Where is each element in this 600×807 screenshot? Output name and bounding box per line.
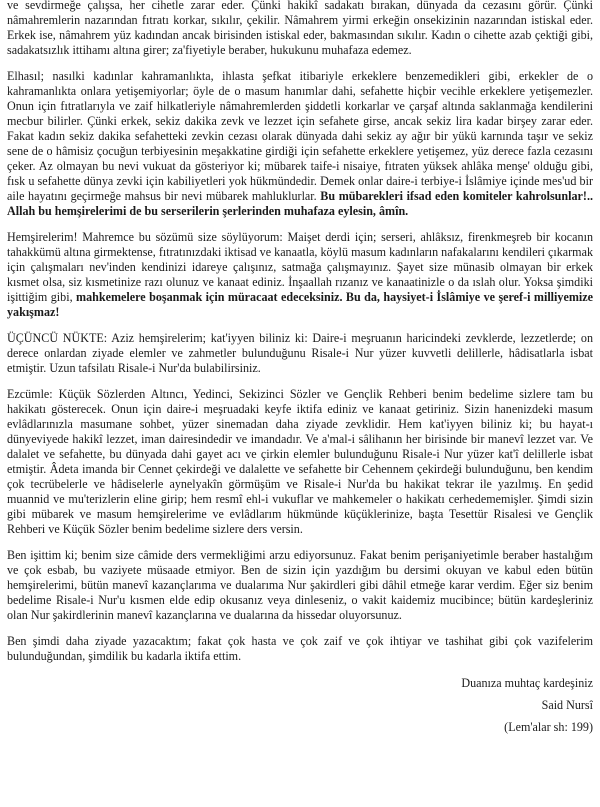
text-segment: Hemşirelerim! Mahremce bu sözümü size söylüyorum: Maişet derdi için; serseri, ahlâksız, firenkmeşreb bir kocanın tahakkümü altına girmektense, fıtratınızdaki iktisad ve kanaatla, köylü masum kadınların nafakalarını kendileri çıkarmak için çalışmaları nev'inden kendinizi idareye çalışınız, satmağa çalışmayınız. Şayet size münasib olmayan bir erkek kısmet olsa, siz kısmetinize razı olunuz ve kanaat ediniz. İnşaallah rızanız ve kanaatinizle o da ıslah olur. Yoksa şimdiki işittiğim gibi, xyxy=(7,230,593,304)
closing-line: Duanıza muhtaç kardeşiniz xyxy=(461,676,593,690)
text-segment: Elhasıl; nasılki kadınlar kahramanlıkta, ihlasta şefkat itibariyle erkeklere benzemedikleri gibi, erkekler de o kahramanlıkta onlara yetişemiyorlar; öyle de o masum hanımlar dahi, sefahette hiçbir vecihle erkeklere yetişemezler. Onun için fıtratlarıyla ve zaif hilkatleriyle nâmahremlerden şiddetli korkarlar ve çarşaf altında saklanmağa kendilerini mecbur bilirler. Çünki erkek, sekiz dakika zevk ve lezzet için sefahete girse, ancak sekiz lira kadar birşey zarar eder. Fakat kadın sekiz dakika sefahetteki zevkin cezası olarak dünyada dahi sekiz ay ağır bir yükü karnında taşır ve sekiz sene de o hâmisiz çocuğun terbiyesinin meşakkatine girdiği için sefahette erkeklere yetişemez, yüz derece fazla cezasını çeker. Az olmayan bu nevi vukuat da gösteriyor ki; mübarek taife-i nisaiye, fıtraten yüksek ahlâka menşe' olduğu gibi, fısk u sefahette dünya zevki için kabiliyetleri yok hükmündedir. Demek onlar daire-i terbiye-i İslâmiye içinde mes'ud bir aile hayatını geçirmeğe mahsus bir nevi mübarek mahluklurlar. xyxy=(7,69,593,203)
bold-text: Bu mübarekleri ifsad eden komiteler kahrolsunlar!.. Allah bu hemşirelerimi de bu serserilerin şerlerinden muhafaza eylesin, âmîn. xyxy=(7,189,593,218)
document-body xyxy=(7,0,593,664)
paragraph xyxy=(7,387,593,537)
paragraph xyxy=(7,0,593,58)
text-segment: Ben işittim ki; benim size câmide ders vermekliğimi arzu ediyorsunuz. Fakat benim perişaniyetimle beraber hastalığım ve çok esbab, bu vaziyete müsaade etmiyor. Ben de sizin için yazdığım bu dersimi okuyan ve kabul eden bütün hemşirelerimi, bütün manevî kazançlarıma ve dualarıma Nur şakirdleri gibi dâhil etmeğe karar verdim. Eğer siz benim bedelime Risale-i Nur'u kısmen elde edip okusanız veya dinleseniz, o vakit kaidemiz mucibince; bütün kardeşleriniz olan Nur şakirdlerinin manevî kazançlarına ve dualarına da hissedar oluyorsunuz. xyxy=(7,548,593,622)
text-segment: Ezcümle: Küçük Sözlerden Altıncı, Yedinci, Sekizinci Sözler ve Gençlik Rehberi benim bedelime sizlere tam bu hakikatı gösterecek. Onun için daire-i meşruadaki keyfe iktifa ediniz ve kanaat getiriniz. Sizin hanenizdeki masum evlâdlarınızla masumane sohbet, yüzer sinemadan daha ziyade zevklidir. Hem kat'iyyen biliniz ki; bu hayat-ı dünyeviyede hakikî lezzet, iman dairesindedir ve imandadır. Ve a'mal-i sâlihanın her birisinde bir manevî lezzet var. Ve dalalet ve sefahette, bu dünyada dahi gayet acı ve çirkin elemler bulunduğunu Risale-i Nur yüzer kat'î delillerle isbat etmiştir. Âdeta imanda bir Cennet çekirdeği ve dalalette ve sefahette bir Cehennem çekirdeği bulunduğunu, ben kendim çok tecrübelerle ve hâdiselerle aynelyakîn görmüşüm ve Risale-i Nur'da bu hakikat tekrar ile yazılmış. En şedid muannid ve mu'terizlerin eline girip; hem resmî ehl-i vukuflar ve mahkemeler o hakikatı cerhedememişler. Şimdi sizin gibi mübarek ve masum hemşirelerime ve evlâdlarım hükmünde küçüklerinize, başta Tesettür Risalesi ve Gençlik Rehberi ve Küçük Sözler benim bedelime sizlere ders versin. xyxy=(7,387,593,536)
source-citation: (Lem'alar sh: 199) xyxy=(504,720,593,734)
paragraph xyxy=(7,69,593,219)
text-segment: ve sevdirmeğe çalışsa, her cihetle zarar eder. Çünki hakikî sadakatı bırakan, dünyada da cezasını görür. Çünki nâmahremlerin nazarından fıtratı korkar, sıkılır, çekilir. Nâmahrem yirmi erkeğin onsekizinin nazarından istiskal eder. Erkek ise, nâmahrem yüz kadından ancak birisinden istiskal eder, bakmasından sıkılır. Kadın o cihette azab çektiği gibi, sadakatsızlık ittihamı altına girer; za'fiyetiyle beraber, hukukunu muhafaza edemez. xyxy=(7,0,593,57)
signature: Said Nursî xyxy=(541,698,593,712)
document-page xyxy=(7,0,593,807)
paragraph xyxy=(7,634,593,664)
paragraph xyxy=(7,230,593,320)
text-segment: Ben şimdi daha ziyade yazacaktım; fakat çok hasta ve çok zaif ve çok ihtiyar ve tashihat gibi çok vazifelerim bulunduğundan, şimdilik bu kadarla iktifa ettim. xyxy=(7,634,593,663)
paragraph xyxy=(7,331,593,376)
text-segment: ÜÇÜNCÜ NÜKTE: Aziz hemşirelerim; kat'iyyen biliniz ki: Daire-i meşruanın haricindeki zevklerde, lezzetlerde; on derece onlardan ziyade elemler ve zahmetler bulunduğunu Risale-i Nur yüzer kuvvetli delillerle, hâdisatlarla isbat etmiştir. Uzun tafsilatı Risale-i Nur'da bulabilirsiniz. xyxy=(7,331,593,375)
paragraph xyxy=(7,548,593,623)
bold-text: mahkemelere boşanmak için müracaat edeceksiniz. Bu da, haysiyet-i İslâmiye ve şeref-i milliyemize yakışmaz! xyxy=(7,290,593,319)
